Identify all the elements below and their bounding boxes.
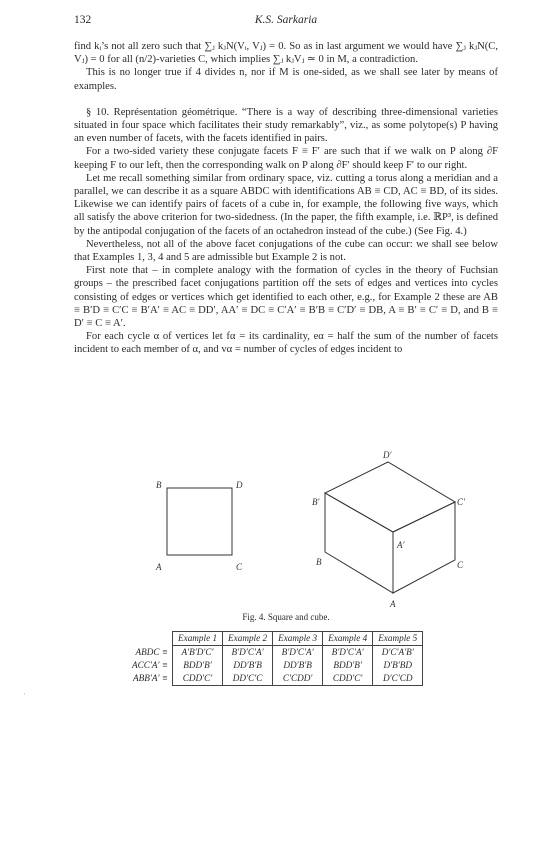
column-header: Example 1 bbox=[173, 632, 223, 646]
paragraph: This is no longer true if 4 divides n, nor if M is one-sided, as we shall see later by means of examples. bbox=[74, 67, 498, 92]
paragraph: Let me recall something similar from ordinary space, viz. cutting a torus along a meridian and a parallel, we can describe it as a square ABDC with identifications AB ≡ CD, AC ≡ BD, of its sides. Likewise we can identify pairs of facets of a cube in, for example, the following five ways, which all satisfy the above criterion for two-sidedness. (In the paper, the fifth example, i.e. ℝP³, is defined by the antipodal conjugation of the facets of an octahedron instead of the cube.) (See Fig. 4.) bbox=[74, 172, 498, 237]
paragraph: For each cycle α of vertices let fα = its cardinality, eα = half the sum of the number of facets incident to each member of α, and vα = number of cycles of edges incident to bbox=[74, 331, 498, 356]
section-paragraph: § 10. Représentation géométrique. “There is a way of describing three-dimensional varieties situated in four space which facilitates their study remarkably”, viz., as some polytope(s) P having an even number of facets, with the facets identified in pairs. bbox=[74, 106, 498, 145]
margin-mark: ′ bbox=[24, 693, 26, 699]
square-label-c: C bbox=[236, 562, 243, 572]
cube-label-b: B bbox=[316, 557, 322, 567]
paragraph: find kᵢ’s not all zero such that ∑ⱼ kⱼN(Vᵢ, Vⱼ) = 0. So as in last argument we would have ∑ⱼ kⱼN(C, Vⱼ) = 0 for all (n/2)-varieties C, which implies ∑ⱼ kⱼVⱼ ≃ 0 in M, a contradiction. bbox=[74, 41, 498, 66]
paragraph: For a two-sided variety these conjugate facets F ≡ F′ are such that if we walk on P along ∂F keeping F to our left, then the corresponding walk on P along ∂F′ should keep F′ to our right. bbox=[74, 146, 498, 171]
square-diagram bbox=[167, 488, 232, 555]
table-cell: D′C′A′B′ bbox=[373, 646, 423, 660]
column-header: Example 3 bbox=[273, 632, 323, 646]
cube-label-c-prime: C′ bbox=[457, 497, 465, 507]
paragraph: Nevertheless, not all of the above facet conjugations of the cube can occur: we shall see below that Examples 1, 3, 4 and 5 are admissible but Example 2 is not. bbox=[74, 238, 498, 264]
table-cell: BDD′B′ bbox=[173, 659, 223, 672]
table-cell: A′B′D′C′ bbox=[173, 646, 223, 660]
row-label: ABDC ≡ bbox=[135, 646, 168, 657]
column-header: Example 5 bbox=[373, 632, 423, 646]
figure-caption: Fig. 4. Square and cube. bbox=[242, 612, 330, 622]
page-number: 132 bbox=[74, 14, 92, 26]
examples-table bbox=[127, 631, 423, 686]
figure-4 bbox=[130, 450, 480, 609]
figure-drawing bbox=[130, 450, 480, 609]
cube-label-d-prime: D′ bbox=[383, 450, 392, 460]
row-label: ABB′A′ ≡ bbox=[133, 673, 168, 684]
square-labels bbox=[155, 480, 243, 572]
table-cell: BDD′B′ bbox=[323, 659, 373, 672]
cube-label-c: C bbox=[457, 560, 464, 570]
running-head: K.S. Sarkaria bbox=[254, 14, 318, 26]
cube-label-a-prime: A′ bbox=[397, 540, 405, 550]
table-cell: B′D′C′A′ bbox=[323, 646, 373, 660]
table-cell: DD′B′B bbox=[273, 659, 323, 672]
table-cell: DD′C′C bbox=[223, 672, 273, 686]
table-row bbox=[127, 646, 423, 660]
square-label-d: D bbox=[236, 480, 243, 490]
cube-top-face bbox=[325, 462, 455, 532]
page-header bbox=[74, 14, 498, 30]
cube-label-b-prime: B′ bbox=[312, 497, 320, 507]
square-label-a: A bbox=[156, 562, 162, 572]
square-outline bbox=[167, 488, 232, 555]
column-header: Example 2 bbox=[223, 632, 273, 646]
table-cell: CDD′C′ bbox=[173, 672, 223, 686]
body-text bbox=[74, 40, 498, 357]
table-cell: B′D′C′A′ bbox=[273, 646, 323, 660]
cube-front-left-face bbox=[325, 493, 393, 593]
paragraph: First note that – in complete analogy with the formation of cycles in the theory of Fuchsian groups – the prescribed facet conjugations partition off the sets of edges and vertices into cycles consisting of edges or vertices which get identified to each other, e.g., for Example 2 these are AB ≡ B′D ≡ C′C ≡ B′A′ ≡ AC ≡ DD′, AA′ ≡ DC ≡ C′A′ ≡ B′B ≡ C′D′ ≡ DB, A ≡ B′ ≡ C′ ≡ D, and B ≡ D′ ≡ C ≡ A′. bbox=[74, 265, 498, 330]
cube-label-a: A bbox=[390, 599, 396, 609]
cube-diagram bbox=[325, 462, 455, 593]
table-cell: C′CDD′ bbox=[273, 672, 323, 686]
column-header: Example 4 bbox=[323, 632, 373, 646]
table-cell: B′D′C′A′ bbox=[223, 646, 273, 660]
square-label-b: B bbox=[156, 480, 162, 490]
table-row bbox=[127, 659, 423, 672]
table-cell: D′B′BD bbox=[373, 659, 423, 672]
table-cell: DD′B′B bbox=[223, 659, 273, 672]
table-corner bbox=[127, 632, 173, 646]
table-row bbox=[127, 672, 423, 686]
table-cell: CDD′C′ bbox=[323, 672, 373, 686]
table-cell: D′C′CD bbox=[373, 672, 423, 686]
table-header-row bbox=[127, 632, 423, 646]
row-label: ACC′A′ ≡ bbox=[132, 660, 168, 670]
